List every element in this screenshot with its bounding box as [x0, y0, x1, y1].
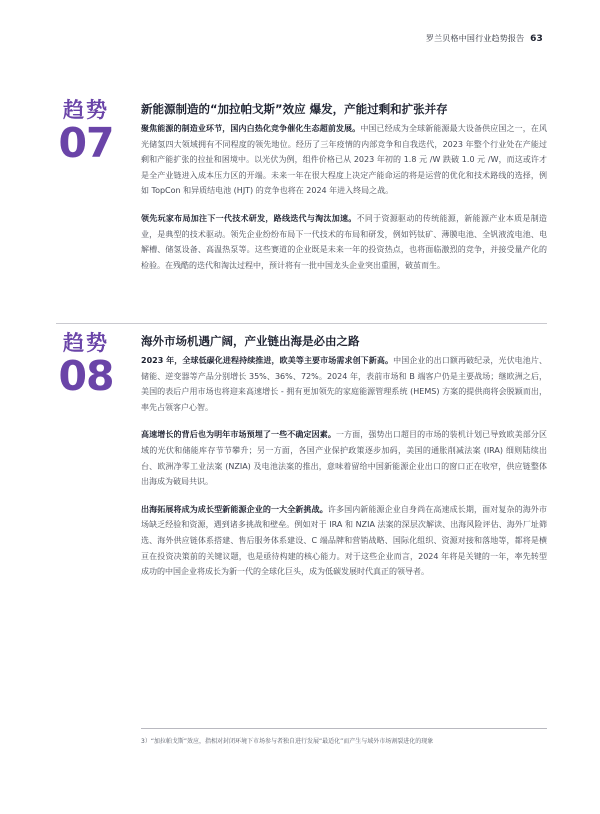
section-divider	[56, 323, 547, 324]
trend-number: 07	[58, 119, 114, 167]
paragraph-lead: 高速增长的背后也为明年市场预埋了一些不确定因素。	[141, 430, 336, 440]
trend-08-paragraph-2	[141, 427, 547, 489]
trend-07-label	[56, 98, 116, 167]
report-title: 罗兰贝格中国行业趋势报告	[425, 34, 525, 43]
trend-word: 趋势	[63, 98, 109, 122]
paragraph-body: 许多国内新能源企业自身尚在高速成长期，面对复杂的海外市场缺乏经验和资源，遇到诸多挑战和壁垒。例如对于 IRA 和 NZIA 法案的深层次解读、出海风险评估、海外厂址筛选、海外供应链体系搭建、售后服务体系建设、C 端品牌和营销战略、国际化组织、资源对接和落地等，都将是横亘在投资决策前的关键议题，也是亟待构建的核心能力。对于这些企业而言，2024 年将是关键的一年，率先转型成功的中国企业将成长为新一代的全球化巨头，成为低碳发展时代真正的领导者。	[141, 504, 548, 577]
trend-07-paragraph-2	[141, 211, 547, 273]
paragraph-body: 中国已经成为全球新能源最大设备供应国之一，在风光储氢四大领域拥有不同程度的领先地位。经历了三年疫情的内部竞争和自我迭代，2023 年整个行业处在产能过剩和产能扩张的拉扯和困境中。以光伏为例，组件价格已从 2023 年初的 1.8 元 /W 跌破 1.0 元 /W，而这或许才是全产业链进入成本压力区的开端。未来一年在很大程度上决定产能命运的将是运营的优化和技术路线的选择，例如 TopCon 和异质结电池 (HJT) 的竞争也将在 2024 年进入终局之战。	[141, 124, 548, 196]
trend-08-paragraph-3	[141, 502, 547, 580]
paragraph-lead: 出海拓展将成为成长型新能源企业的一大全新挑战。	[141, 504, 328, 514]
page-header	[426, 33, 543, 44]
trend-08-label	[56, 331, 116, 400]
trend-number: 08	[58, 352, 114, 400]
trend-07-title: 新能源制造的“加拉帕戈斯”效应 爆发，产能过剩和扩张并存	[141, 102, 448, 116]
footnote-divider	[141, 728, 547, 729]
trend-07-paragraph-1	[141, 121, 547, 199]
trend-word: 趋势	[63, 331, 109, 355]
paragraph-lead: 聚焦能源的制造业环节，国内白热化竞争催化生态超前发展。	[141, 124, 361, 133]
paragraph-lead: 领先玩家布局加注下一代技术研发，路线迭代与淘汰加速。	[141, 213, 357, 223]
trend-07-section	[141, 101, 547, 285]
paragraph-body: 一方面，强势出口超目的市场的装机计划已导致欧美部分区域的光伏和储能库存节节攀升；另一方面，各国产业保护政策逐步加码，美国的通胀削减法案 (IRA) 细则陆续出台、欧洲净零工业法案 (NZIA) 及电池法案的推出，意味着留给中国新能源企业出口的窗口正在收窄，供应链整体出海成为破局共识。	[141, 430, 547, 487]
trend-08-paragraph-1	[141, 353, 547, 415]
paragraph-body: 中国企业的出口额再破纪录，光伏电池片、储能、逆变器等产品分别增长 35%、36%、72%。2024 年，表前市场和 B 端客户仍是主要战场；继欧洲之后，美国的表后户用市场也将迎来高速增长 - 拥有更加领先的家庭能源管理系统 (HEMS) 方案的提供商将会脱颖而出，率先占领客户心智。	[141, 356, 547, 412]
page-number: 63	[530, 34, 543, 44]
paragraph-body: 不同于资源驱动的传统能源，新能源产业本质是制造业，是典型的技术驱动。领先企业纷纷布局下一代技术的布局和研发，例如钙钛矿、薄膜电池、全钒液流电池、电解槽、储氢设备、高温热泵等。这些赛道的企业既是未来一年的投资热点，也将面临激烈的竞争，并接受量产化的检验。在残酷的迭代和淘汰过程中，预计将有一批中国龙头企业突出重围，破茧而生。	[141, 213, 548, 270]
paragraph-lead: 2023 年，全球低碳化进程持续推进，欧美等主要市场需求创下新高。	[141, 356, 394, 365]
footnote: 3）“加拉帕戈斯”效应，指相对封闭环境下市场参与者独自进行发展“最适化”而产生与域外市场割裂进化的现象	[141, 738, 434, 745]
trend-08-title: 海外市场机遇广阔，产业链出海是必由之路	[141, 334, 360, 348]
trend-08-section	[141, 333, 547, 592]
